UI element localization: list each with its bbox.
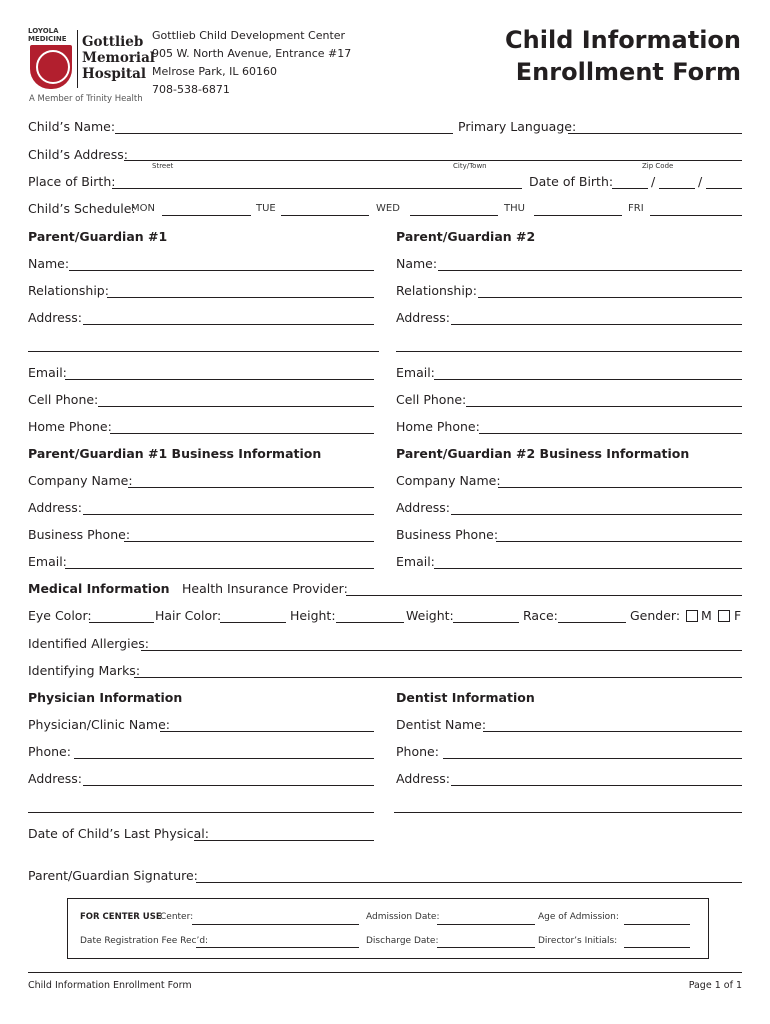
primary-language-label: Primary Language:	[458, 119, 577, 134]
center-use-age-label: Age of Admission:	[538, 912, 619, 922]
race-label: Race:	[523, 608, 558, 623]
hair-color-label: Hair Color:	[155, 608, 222, 623]
dentist-address-label: Address:	[396, 771, 450, 786]
last-physical-field[interactable]	[194, 840, 374, 841]
height-label: Height:	[290, 608, 336, 623]
identifying-marks-label: Identifying Marks:	[28, 663, 141, 678]
logo-divider	[77, 30, 78, 88]
last-physical-label: Date of Child’s Last Physical:	[28, 826, 209, 841]
guardian1-address-label: Address:	[28, 310, 82, 325]
business1-address-label: Address:	[28, 500, 82, 515]
form-title	[505, 24, 741, 88]
allergies-field[interactable]	[141, 650, 742, 651]
guardian2-home-label: Home Phone:	[396, 419, 480, 434]
center-name: Gottlieb Child Development Center	[152, 29, 346, 42]
schedule-thu-field[interactable]	[534, 215, 622, 216]
dob-month-field[interactable]	[612, 188, 648, 189]
guardian1-cell-label: Cell Phone:	[28, 392, 99, 407]
schedule-tue-field[interactable]	[281, 215, 369, 216]
center-use-discharge-label: Discharge Date:	[366, 936, 439, 946]
guardian2-name-label: Name:	[396, 256, 438, 271]
business2-phone-field[interactable]	[496, 541, 742, 542]
center-use-date-reg-field[interactable]	[196, 947, 359, 948]
height-field[interactable]	[336, 622, 404, 623]
loyola-logo	[28, 27, 73, 43]
guardian2-relationship-label: Relationship:	[396, 283, 477, 298]
primary-language-field[interactable]	[568, 133, 742, 134]
guardian2-cell-label: Cell Phone:	[396, 392, 467, 407]
guardian1-relationship-field[interactable]	[107, 297, 374, 298]
guardian1-home-label: Home Phone:	[28, 419, 112, 434]
guardian2-home-field[interactable]	[479, 433, 742, 434]
schedule-mon-label: MON	[131, 203, 155, 214]
business2-company-label: Company Name:	[396, 473, 501, 488]
physician-heading: Physician Information	[28, 690, 183, 705]
center-use-admission-label: Admission Date:	[366, 912, 440, 922]
eye-color-field[interactable]	[89, 622, 154, 623]
guardian2-address-label: Address:	[396, 310, 450, 325]
weight-field[interactable]	[453, 622, 519, 623]
date-of-birth-label: Date of Birth:	[529, 174, 614, 189]
place-of-birth-field[interactable]	[112, 188, 522, 189]
title-line2: Enrollment Form	[515, 58, 741, 86]
childs-address-field[interactable]	[124, 160, 742, 161]
hospital-name-line2: Memorial	[82, 50, 155, 66]
business2-email-field[interactable]	[434, 568, 742, 569]
place-of-birth-label: Place of Birth:	[28, 174, 116, 189]
guardian2-name-field[interactable]	[438, 270, 742, 271]
guardian2-email-field[interactable]	[434, 379, 742, 380]
business2-address-field[interactable]	[451, 514, 742, 515]
dentist-heading: Dentist Information	[396, 690, 535, 705]
physician-phone-label: Phone:	[28, 744, 71, 759]
business1-company-field[interactable]	[128, 487, 374, 488]
business1-email-label: Email:	[28, 554, 67, 569]
schedule-mon-field[interactable]	[162, 215, 251, 216]
gender-f-checkbox[interactable]	[718, 610, 730, 622]
center-use-age-field[interactable]	[624, 924, 690, 925]
guardian2-heading: Parent/Guardian #2	[396, 229, 536, 244]
hospital-name-line3: Hospital	[82, 66, 147, 82]
guardian1-heading: Parent/Guardian #1	[28, 229, 168, 244]
signature-field[interactable]	[196, 882, 742, 883]
business1-email-field[interactable]	[65, 568, 374, 569]
center-phone: 708-538-6871	[152, 83, 230, 96]
title-line1: Child Information	[505, 26, 741, 54]
dentist-name-label: Dentist Name:	[396, 717, 487, 732]
center-use-date-reg-label: Date Registration Fee Rec’d:	[80, 936, 209, 946]
logo-top-text: LOYOLA MEDICINE	[28, 27, 67, 43]
gender-f-label: F	[734, 608, 742, 623]
dob-slash-1: /	[651, 174, 656, 189]
business2-company-field[interactable]	[498, 487, 742, 488]
schedule-fri-label: FRI	[628, 203, 644, 214]
hair-color-field[interactable]	[220, 622, 286, 623]
eye-color-label: Eye Color:	[28, 608, 92, 623]
dob-day-field[interactable]	[659, 188, 695, 189]
guardian1-cell-field[interactable]	[98, 406, 374, 407]
identifying-marks-field[interactable]	[134, 677, 742, 678]
childs-address-label: Child’s Address:	[28, 147, 128, 162]
physician-phone-field[interactable]	[74, 758, 374, 759]
guardian1-address-field[interactable]	[83, 324, 374, 325]
business1-heading: Parent/Guardian #1 Business Information	[28, 446, 322, 461]
schedule-tue-label: TUE	[256, 203, 276, 214]
footer-left: Child Information Enrollment Form	[28, 980, 192, 991]
schedule-wed-label: WED	[376, 203, 400, 214]
business1-company-label: Company Name:	[28, 473, 133, 488]
center-address2: Melrose Park, IL 60160	[152, 65, 277, 78]
childs-name-label: Child’s Name:	[28, 119, 116, 134]
physician-name-field[interactable]	[160, 731, 374, 732]
dentist-phone-field[interactable]	[443, 758, 742, 759]
center-use-initials-field[interactable]	[624, 947, 690, 948]
guardian1-name-label: Name:	[28, 256, 70, 271]
zip-caption: Zip Code	[642, 162, 674, 170]
city-caption: City/Town	[453, 162, 487, 170]
medical-heading: Medical Information	[28, 581, 170, 596]
physician-address-label: Address:	[28, 771, 82, 786]
street-caption: Street	[152, 162, 174, 170]
insurance-label: Health Insurance Provider:	[182, 581, 348, 596]
member-text: A Member of Trinity Health	[29, 94, 143, 104]
gender-m-label: M	[701, 608, 712, 623]
signature-label: Parent/Guardian Signature:	[28, 868, 198, 883]
gender-label: Gender:	[630, 608, 681, 623]
hospital-name	[82, 34, 155, 82]
guardian2-email-label: Email:	[396, 365, 435, 380]
center-use-label: FOR CENTER USE	[80, 912, 162, 922]
guardian1-email-label: Email:	[28, 365, 67, 380]
guardian1-address-field-2[interactable]	[28, 351, 379, 352]
footer-rule	[28, 972, 742, 973]
dentist-address-field[interactable]	[451, 785, 742, 786]
business1-phone-label: Business Phone:	[28, 527, 131, 542]
guardian1-name-field[interactable]	[69, 270, 374, 271]
physician-name-label: Physician/Clinic Name:	[28, 717, 170, 732]
business2-phone-label: Business Phone:	[396, 527, 499, 542]
business2-heading: Parent/Guardian #2 Business Information	[396, 446, 690, 461]
insurance-field[interactable]	[346, 595, 742, 596]
center-info	[152, 27, 351, 99]
guardian2-address-field-2[interactable]	[396, 351, 742, 352]
guardian2-relationship-field[interactable]	[478, 297, 742, 298]
business1-phone-field[interactable]	[124, 541, 374, 542]
schedule-thu-label: THU	[504, 203, 525, 214]
center-use-discharge-field[interactable]	[437, 947, 535, 948]
childs-name-field[interactable]	[115, 133, 453, 134]
footer-right: Page 1 of 1	[688, 980, 742, 991]
dob-slash-2: /	[698, 174, 703, 189]
guardian2-cell-field[interactable]	[466, 406, 742, 407]
race-field[interactable]	[558, 622, 626, 623]
logo-shield-icon	[30, 45, 72, 89]
dob-year-field[interactable]	[706, 188, 742, 189]
center-use-center-label: Center:	[160, 912, 194, 922]
weight-label: Weight:	[406, 608, 454, 623]
center-address1: 905 W. North Avenue, Entrance #17	[152, 47, 352, 60]
center-use-admission-field[interactable]	[437, 924, 535, 925]
schedule-wed-field[interactable]	[410, 215, 498, 216]
guardian1-home-field[interactable]	[110, 433, 374, 434]
center-use-box	[67, 898, 709, 959]
gender-m-checkbox[interactable]	[686, 610, 698, 622]
guardian1-email-field[interactable]	[65, 379, 374, 380]
dentist-address-field-2[interactable]	[394, 812, 742, 813]
schedule-label: Child’s Schedule:	[28, 201, 136, 216]
guardian1-relationship-label: Relationship:	[28, 283, 109, 298]
physician-address-field-2[interactable]	[28, 812, 374, 813]
dentist-phone-label: Phone:	[396, 744, 439, 759]
business2-address-label: Address:	[396, 500, 450, 515]
guardian2-address-field[interactable]	[451, 324, 742, 325]
schedule-fri-field[interactable]	[650, 215, 742, 216]
allergies-label: Identified Allergies:	[28, 636, 150, 651]
center-use-center-field[interactable]	[192, 924, 359, 925]
center-use-initials-label: Director’s Initials:	[538, 936, 618, 946]
dentist-name-field[interactable]	[483, 731, 742, 732]
physician-address-field[interactable]	[83, 785, 374, 786]
hospital-name-line1: Gottlieb	[82, 34, 144, 50]
business1-address-field[interactable]	[83, 514, 374, 515]
business2-email-label: Email:	[396, 554, 435, 569]
